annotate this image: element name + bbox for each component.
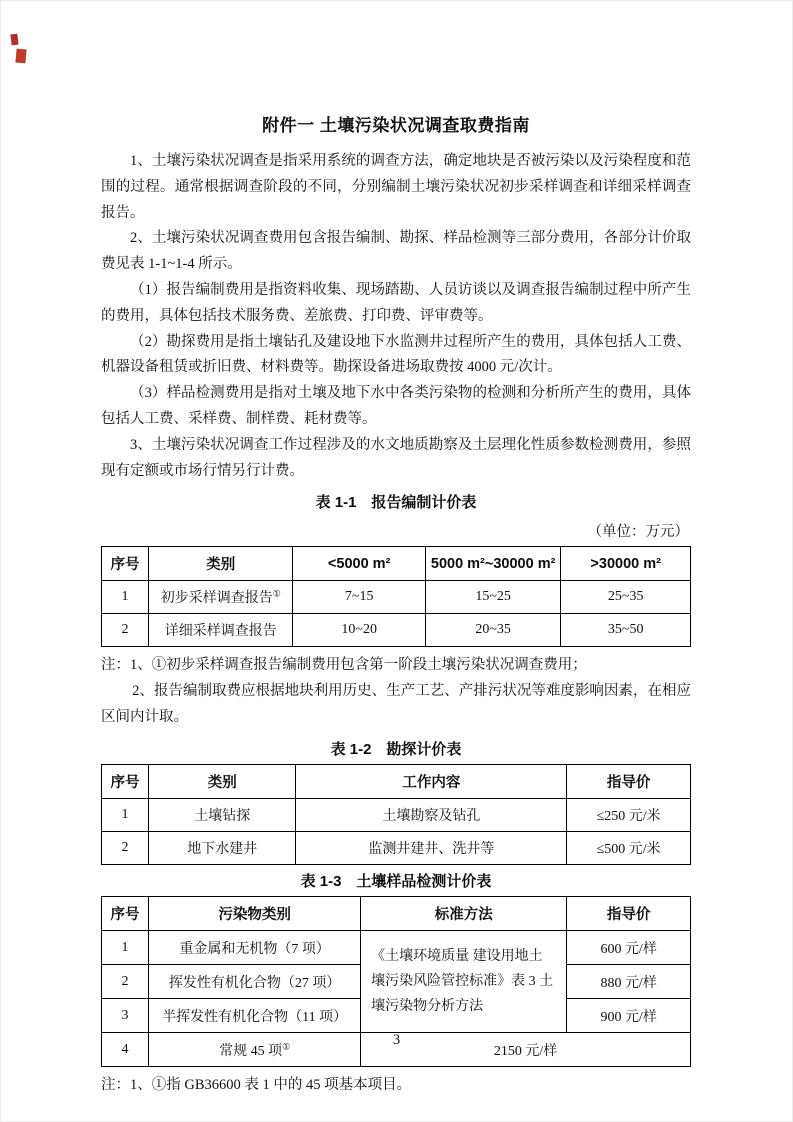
footnote-marker: ① [282,1041,291,1052]
red-stamp-fragment-1 [10,34,18,46]
table-cell: 地下水建井 [149,832,296,865]
table-cell: 3 [102,999,149,1033]
table-cell: 详细采样调查报告 [149,614,293,647]
table-header-row [102,765,691,799]
table-row [102,614,691,647]
note-line-2: 2、报告编制取费应根据地块利用历史、生产工艺、产排污状况等难度影响因素，在相应区间内计取。 [101,683,691,726]
table-header-row [102,547,691,581]
table-cell: ≤250 元/米 [567,799,691,832]
table-cell: 土壤勘察及钻孔 [296,799,567,832]
table-cell: 7~15 [293,581,426,614]
header-cell-seq: 序号 [102,765,149,799]
table-1-2-caption: 表 1-2 勘探计价表 [330,741,462,759]
report-pricing-table [101,546,691,647]
page-content [101,111,691,1098]
header-cell-category: 类别 [149,547,293,581]
header-cell-5000-30000: 5000 m²~30000 m² [425,547,560,581]
note-line: 注：1、①指 GB36600 表 1 中的 45 项基本项目。 [101,1077,412,1094]
table-cell: 1 [102,931,149,965]
document-title: 附件一 土壤污染状况调查取费指南 [262,116,530,135]
table-cell: 20~35 [425,614,560,647]
header-cell-work: 工作内容 [296,765,567,799]
header-cell-method: 标准方法 [361,897,567,931]
table-1-1-unit-note: （单位：万元） [587,524,689,541]
table-cell: 挥发性有机化合物（27 项） [149,965,361,999]
table-row [102,832,691,865]
table-cell: 4 [102,1033,149,1067]
table-cell: 半挥发性有机化合物（11 项） [149,999,361,1033]
paragraph-3: （1）报告编制费用是指资料收集、现场踏勘、人员访谈以及调查报告编制过程中所产生的费用，具体包括技术服务费、差旅费、打印费、评审费等。 [101,281,691,324]
page-number: 3 [392,1032,401,1048]
cell-text: 初步采样调查报告 [160,591,273,607]
note-line-1: 注：1、①初步采样调查报告编制费用包含第一阶段土壤污染状况调查费用； [101,657,587,674]
header-cell-seq: 序号 [102,547,149,581]
header-cell-seq: 序号 [102,897,149,931]
table-row [102,799,691,832]
paragraph-2: 2、土壤污染状况调查费用包含报告编制、勘探、样品检测等三部分费用，各部分计价取费见表 1-1~1-4 所示。 [101,230,691,273]
cell-text: 常规 45 项 [219,1043,283,1059]
header-cell-gt30000: >30000 m² [561,547,691,581]
table-cell: 2 [102,832,149,865]
table-cell: 600 元/样 [567,931,691,965]
red-stamp-fragment-2 [15,49,26,64]
table-cell: 15~25 [425,581,560,614]
drilling-pricing-table [101,764,691,865]
table-cell: 1 [102,581,149,614]
table-cell: ≤500 元/米 [567,832,691,865]
table-1-1-notes [101,652,691,730]
header-cell-price: 指导价 [567,897,691,931]
table-1-1-caption: 表 1-1 报告编制计价表 [315,494,477,512]
header-cell-price: 指导价 [567,765,691,799]
paragraph-5: （3）样品检测费用是指对土壤及地下水中各类污染物的检测和分析所产生的费用，具体包括人工费、采样费、制样费、耗材费等。 [101,385,691,427]
table-cell: 900 元/样 [567,999,691,1033]
table-cell: 重金属和无机物（7 项） [149,931,361,965]
table-cell: 25~35 [561,581,691,614]
footnote-marker: ① [272,588,281,599]
table-cell: 2150 元/样 [361,1033,691,1067]
table-cell: 880 元/样 [567,965,691,999]
table-cell: 土壤钻探 [149,799,296,832]
table-header-row [102,897,691,931]
table-cell: 监测井建井、洗井等 [296,832,567,865]
table-cell: 35~50 [561,614,691,647]
table-1-3-caption: 表 1-3 土壤样品检测计价表 [300,873,492,891]
table-cell: 2 [102,614,149,647]
table-row [102,931,691,965]
table-1-3-note [101,1072,691,1098]
table-cell: 10~20 [293,614,426,647]
body-text [101,149,691,484]
table-cell [149,581,293,614]
paragraph-6: 3、土壤污染状况调查工作过程涉及的水文地质勘察及土层理化性质参数检测费用，参照现有定额或市场行情另行计费。 [101,436,691,479]
table-cell: 1 [102,799,149,832]
header-cell-category: 类别 [149,765,296,799]
table-row [102,581,691,614]
paragraph-1: 1、土壤污染状况调查是指采用系统的调查方法，确定地块是否被污染以及污染程度和范围的过程。通常根据调查阶段的不同，分别编制土壤污染状况初步采样调查和详细采样调查报告。 [101,153,691,221]
paragraph-4: （2）勘探费用是指土壤钻孔及建设地下水监测井过程所产生的费用，具体包括人工费、机器设备租赁或折旧费、材料费等。勘探设备进场取费按 4000 元/次计。 [101,333,691,376]
standard-method-cell: 《土壤环境质量 建设用地土壤污染风险管控标准》表 3 土壤污染物分析方法 [361,931,567,1033]
header-cell-pollutant: 污染物类别 [149,897,361,931]
header-cell-lt5000: <5000 m² [293,547,426,581]
table-cell: 2 [102,965,149,999]
